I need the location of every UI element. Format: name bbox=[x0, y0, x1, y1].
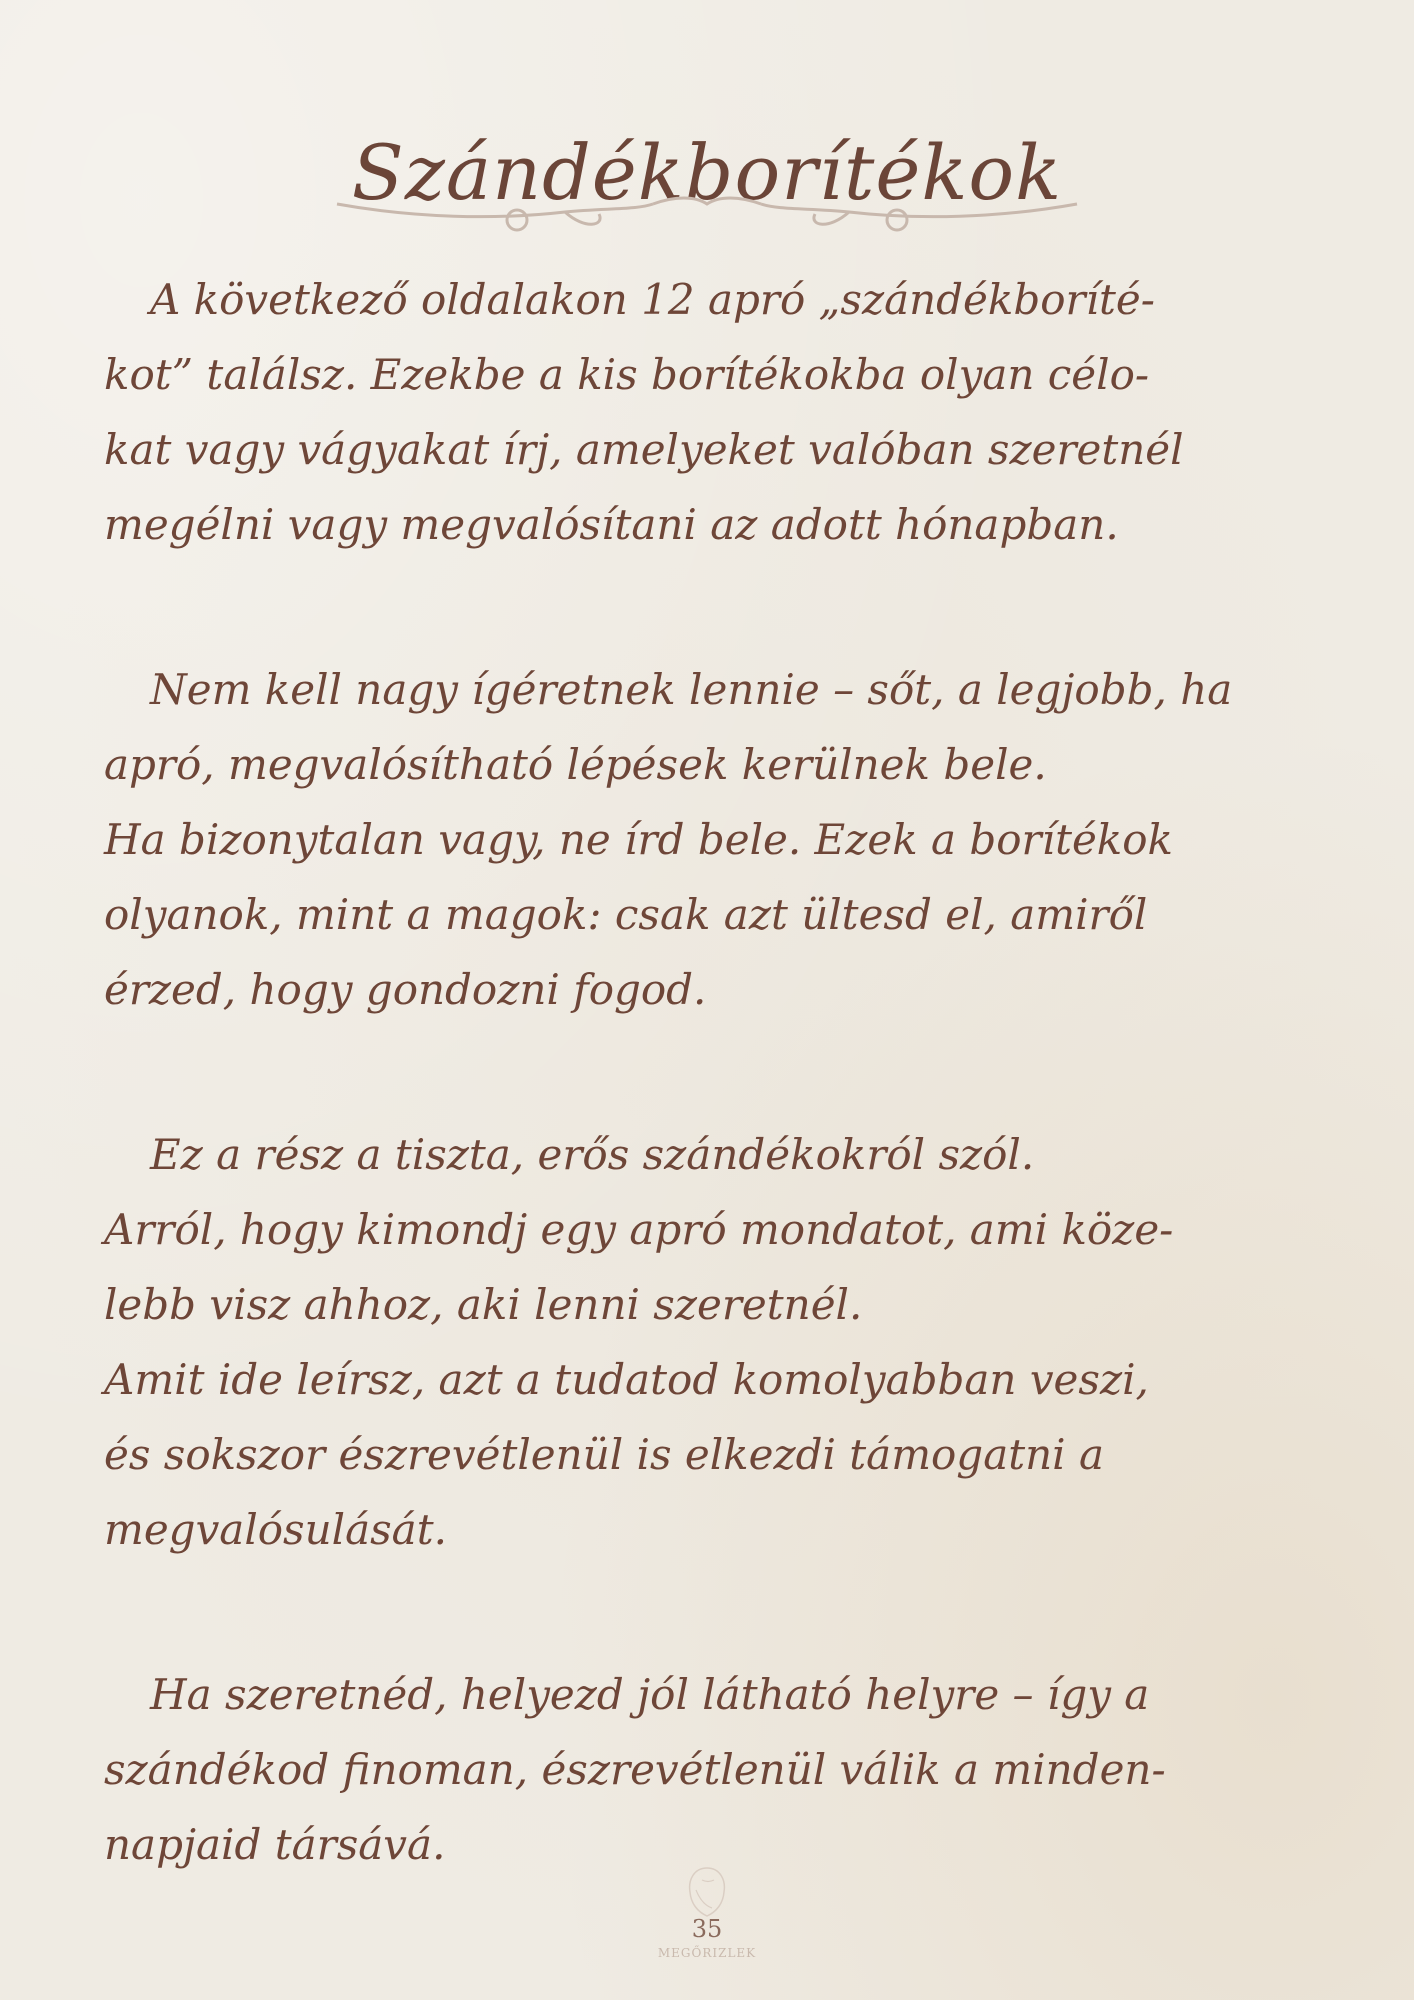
text-line: Ez a rész a tiszta, erős szándékokról szól. bbox=[150, 1130, 1035, 1179]
page-title: Szándékborítékok bbox=[351, 128, 1063, 217]
paragraph-spacer bbox=[104, 1027, 1310, 1117]
page-number: 35 bbox=[691, 1915, 723, 1943]
paragraph-spacer bbox=[104, 562, 1310, 652]
text-line: kat vagy vágyakat írj, amelyeket valóban szeretnél bbox=[104, 425, 1184, 474]
text-line: Arról, hogy kimondj egy apró mondatot, ami köze- bbox=[104, 1205, 1174, 1254]
text-line: A következő oldalakon 12 apró „szándékboríté- bbox=[150, 275, 1155, 324]
paragraph-4 bbox=[104, 1657, 1310, 1882]
text-line: olyanok, mint a magok: csak azt ültesd el, amiről bbox=[104, 890, 1148, 939]
text-line: Nem kell nagy ígéretnek lennie – sőt, a legjobb, ha bbox=[150, 665, 1233, 714]
text-line: érzed, hogy gondozni fogod. bbox=[104, 965, 707, 1014]
brand-name: MEGŐRIZLEK bbox=[657, 1946, 757, 1960]
text-line: szándékod finoman, észrevétlenül válik a minden- bbox=[104, 1745, 1166, 1794]
paragraph-3 bbox=[104, 1117, 1310, 1567]
text-line: Ha szeretnéd, helyezd jól látható helyre – így a bbox=[150, 1670, 1150, 1719]
text-line: apró, megvalósítható lépések kerülnek bele. bbox=[104, 740, 1047, 789]
paragraph-2 bbox=[104, 652, 1310, 1027]
text-line: kot” találsz. Ezekbe a kis borítékokba olyan célo- bbox=[104, 350, 1150, 399]
text-line: Amit ide leírsz, azt a tudatod komolyabban veszi, bbox=[104, 1355, 1149, 1404]
paragraph-spacer bbox=[104, 1567, 1310, 1657]
text-line: megvalósulását. bbox=[104, 1505, 447, 1554]
body-text bbox=[104, 262, 1310, 1882]
paragraph-1 bbox=[104, 262, 1310, 562]
text-line: lebb visz ahhoz, aki lenni szeretnél. bbox=[104, 1280, 863, 1329]
text-line: napjaid társává. bbox=[104, 1820, 446, 1869]
text-line: Ha bizonytalan vagy, ne írd bele. Ezek a borítékok bbox=[104, 815, 1173, 864]
text-line: megélni vagy megvalósítani az adott hónapban. bbox=[104, 500, 1119, 549]
title-flourish-ornament bbox=[335, 190, 1079, 240]
text-line: és sokszor észrevétlenül is elkezdi támogatni a bbox=[104, 1430, 1104, 1479]
